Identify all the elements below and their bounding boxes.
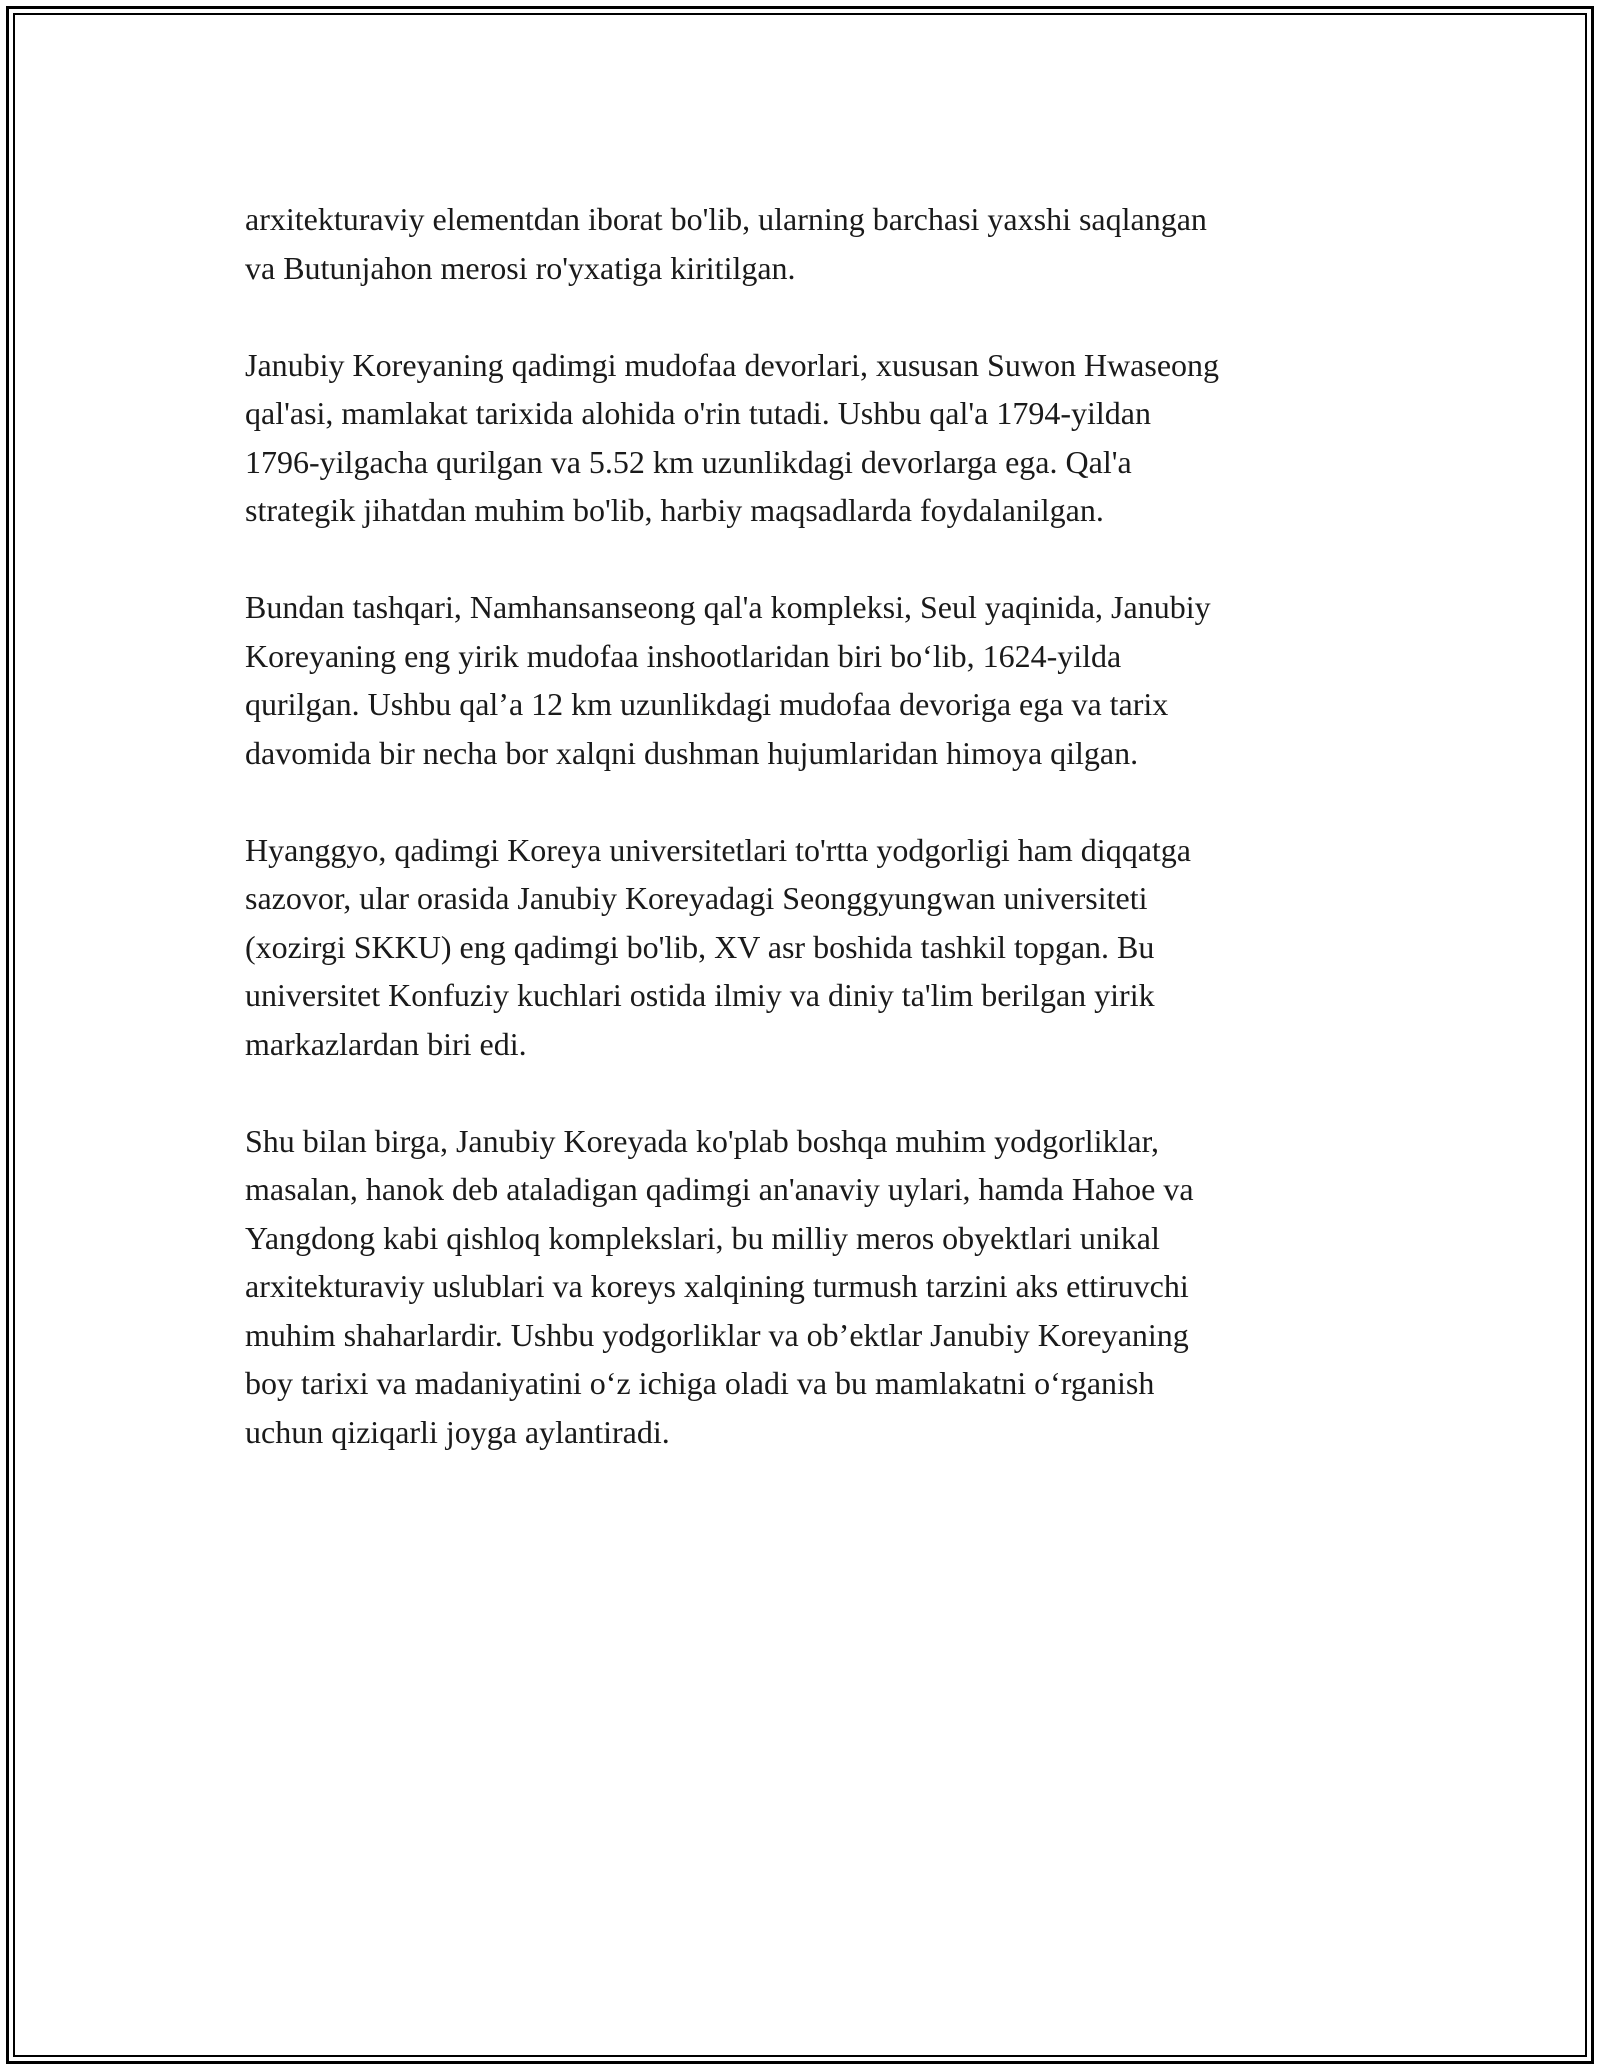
paragraph-4: Hyanggyo, qadimgi Koreya universitetlari to'rtta yodgorligi ham diqqatga sazovor, ular orasida Janubiy Koreyadagi Seonggyungwan universiteti (xozirgi SKKU) eng qadimgi bo'lib, XV asr boshida tashkil topgan. Bu universitet Konfuziy kuchlari ostida ilmiy va diniy ta'lim berilgan yirik markazlardan biri edi. [245,831,1191,1062]
paragraph-3: Bundan tashqari, Namhansanseong qal'a kompleksi, Seul yaqinida, Janubiy Koreyaning eng yirik mudofaa inshootlaridan biri bo‘lib, 1624-yilda qurilgan. Ushbu qal’a 12 km uzunlikdagi mudofaa devoriga ega va tarix davomida bir necha bor xalqni dushman hujumlaridan himoya qilgan. [245,589,1211,771]
page-frame [6,6,1594,2064]
document-body [245,195,1375,1505]
paragraph-1: arxitekturaviy elementdan iborat bo'lib, ularning barchasi yaxshi saqlangan va Butunjahon merosi ro'yxatiga kiritilgan. [245,201,1207,286]
paragraph-2: Janubiy Koreyaning qadimgi mudofaa devorlari, xususan Suwon Hwaseong qal'asi, mamlakat tarixida alohida o'rin tutadi. Ushbu qal'a 1794-yildan 1796-yilgacha qurilgan va 5.52 km uzunlikdagi devorlarga ega. Qal'a strategik jihatdan muhim bo'lib, harbiy maqsadlarda foydalanilgan. [245,346,1220,528]
paragraph-5: Shu bilan birga, Janubiy Koreyada ko'plab boshqa muhim yodgorliklar, masalan, hanok deb ataladigan qadimgi an'anaviy uylari, hamda Hahoe va Yangdong kabi qishloq komplekslari, bu milliy meros obyektlari unikal arxitekturaviy uslublari va koreys xalqining turmush tarzini aks ettiruvchi muhim shaharlardir. Ushbu yodgorliklar va ob’ektlar Janubiy Koreyaning boy tarixi va madaniyatini o‘z ichiga oladi va bu mamlakatni o‘rganish uchun qiziqarli joyga aylantiradi. [245,1122,1194,1450]
